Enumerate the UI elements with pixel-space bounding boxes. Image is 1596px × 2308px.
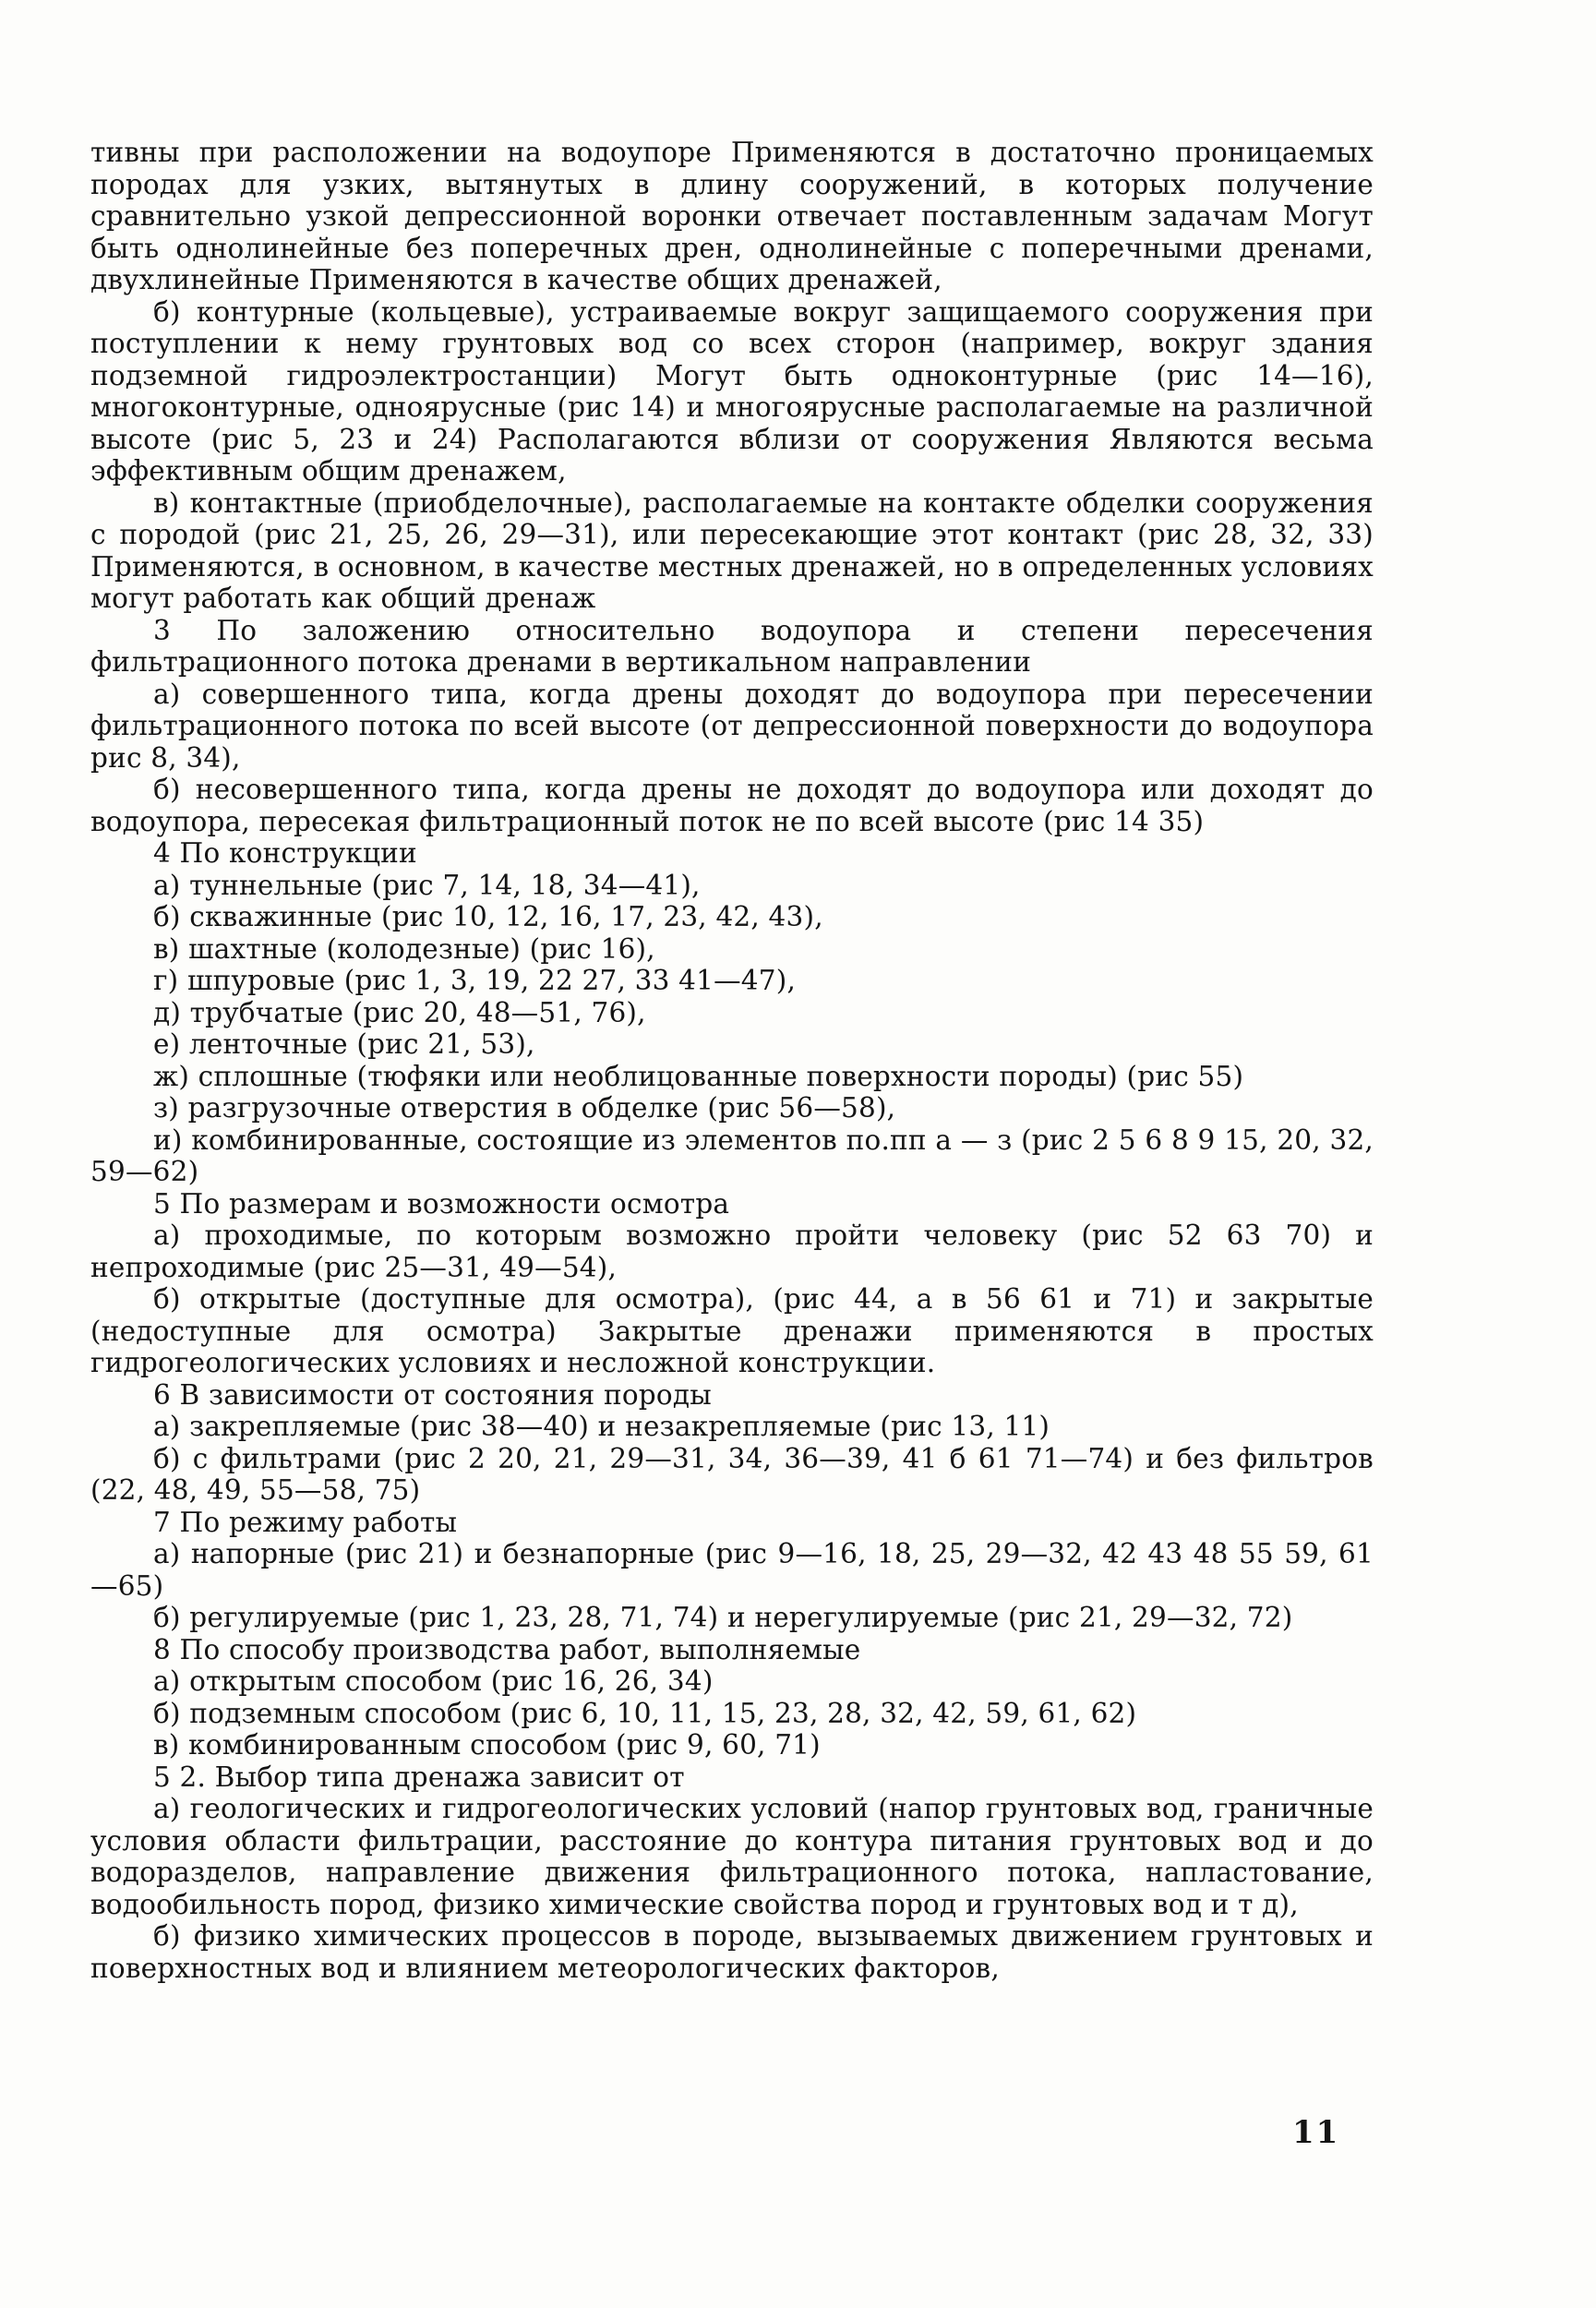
list-item: б) регулируемые (рис 1, 23, 28, 71, 74) и нерегулируемые (рис 21, 29—32, 72) bbox=[153, 1602, 1293, 1633]
page-number: 11 bbox=[1292, 2114, 1340, 2151]
list-item: а) геологических и гидрогеологических условий (напор грунтовых вод, граничные условия области фильтрации, расстояние до контура питания грунтовых вод и до водоразделов, направление движения фильтрационного потока, напластование, водообильность пород, физико химические свойства пород и грунтовых вод и т д), bbox=[90, 1793, 1374, 1920]
list-item: в) комбинированным способом (рис 9, 60, 71) bbox=[153, 1729, 821, 1761]
section-heading: 5 2. Выбор типа дренажа зависит от bbox=[153, 1761, 685, 1793]
list-item: б) физико химических процессов в породе, вызываемых движением грунтовых и поверхностных вод и влиянием метеорологических факторов, bbox=[90, 1920, 1374, 1984]
list-item: б) подземным способом (рис 6, 10, 11, 15, 23, 28, 32, 42, 59, 61, 62) bbox=[153, 1697, 1137, 1729]
list-item: д) трубчатые (рис 20, 48—51, 76), bbox=[153, 996, 646, 1028]
section-heading: 5 По размерам и возможности осмотра bbox=[153, 1187, 730, 1220]
list-item: и) комбинированные, состоящие из элементов по.пп а — з (рис 2 5 6 8 9 15, 20, 32, 59—62) bbox=[90, 1124, 1374, 1187]
paragraph: в) контактные (приобделочные), располагаемые на контакте обделки сооружения с породой (рис 21, 25, 26, 29—31), или пересекающие этот контакт (рис 28, 32, 33) Применяются, в основном, в качестве местных дренажей, но в определенных условиях могут работать как общий дренаж bbox=[90, 487, 1374, 614]
section-heading: 7 По режиму работы bbox=[153, 1506, 458, 1538]
list-item: б) открытые (доступные для осмотра), (рис 44, а в 56 61 и 71) и закрытые (недоступные для осмотра) Закрытые дренажи применяются в простых гидрогеологических условиях и несложной конструкции. bbox=[90, 1283, 1374, 1378]
list-item: а) закрепляемые (рис 38—40) и незакрепляемые (рис 13, 11) bbox=[153, 1411, 1050, 1442]
list-item: а) туннельные (рис 7, 14, 18, 34—41), bbox=[153, 869, 701, 901]
body-text bbox=[90, 137, 1374, 1984]
list-item: а) напорные (рис 21) и безнапорные (рис 9—16, 18, 25, 29—32, 42 43 48 55 59, 61—65) bbox=[90, 1538, 1374, 1602]
list-item: ж) сплошные (тюфяки или необлицованные поверхности породы) (рис 55) bbox=[153, 1060, 1244, 1092]
list-item: з) разгрузочные отверстия в обделке (рис 56—58), bbox=[153, 1092, 896, 1124]
section-heading: 4 По конструкции bbox=[153, 837, 417, 869]
section-heading: 8 По способу производства работ, выполняемые bbox=[153, 1633, 861, 1665]
paragraph: б) контурные (кольцевые), устраиваемые вокруг защищаемого сооружения при поступлении к нему грунтовых вод со всех сторон (например, вокруг здания подземной гидроэлектростанции) Могут быть одноконтурные (рис 14—16), многоконтурные, одноярусные (рис 14) и многоярусные располагаемые на различной высоте (рис 5, 23 и 24) Располагаются вблизи от сооружения Являются весьма эффективным общим дренажем, bbox=[90, 295, 1374, 487]
paragraph: тивны при расположении на водоупоре Применяются в достаточно проницаемых породах для узких, вытянутых в длину сооружений, в которых получение сравнительно узкой депрессионной воронки отвечает поставленным задачам Могут быть однолинейные без поперечных дрен, однолинейные с поперечными дренами, двухлинейные Применяются в качестве общих дренажей, bbox=[90, 137, 1374, 295]
list-item: б) скважинные (рис 10, 12, 16, 17, 23, 42, 43), bbox=[153, 901, 823, 932]
list-item: е) ленточные (рис 21, 53), bbox=[153, 1028, 535, 1060]
section-heading: 6 В зависимости от состояния породы bbox=[153, 1378, 712, 1411]
list-item: а) открытым способом (рис 16, 26, 34) bbox=[153, 1665, 714, 1697]
list-item: в) шахтные (колодезные) (рис 16), bbox=[153, 932, 655, 965]
section-heading: 3 По заложению относительно водоупора и степени пересечения фильтрационного потока дренами в вертикальном направлении bbox=[90, 614, 1374, 678]
list-item: б) с фильтрами (рис 2 20, 21, 29—31, 34, 36—39, 41 б 61 71—74) и без фильтров (22, 48, 49, 55—58, 75) bbox=[90, 1442, 1374, 1506]
paragraph: а) совершенного типа, когда дрены доходят до водоупора при пересечении фильтрационного потока по всей высоте (от депрессионной поверхности до водоупора рис 8, 34), bbox=[90, 678, 1374, 774]
paragraph: б) несовершенного типа, когда дрены не доходят до водоупора или доходят до водоупора, пересекая фильтрационный поток не по всей высоте (рис 14 35) bbox=[90, 774, 1374, 837]
list-item: а) проходимые, по которым возможно пройти человеку (рис 52 63 70) и непроходимые (рис 25—31, 49—54), bbox=[90, 1220, 1374, 1283]
list-item: г) шпуровые (рис 1, 3, 19, 22 27, 33 41—47), bbox=[153, 965, 797, 996]
